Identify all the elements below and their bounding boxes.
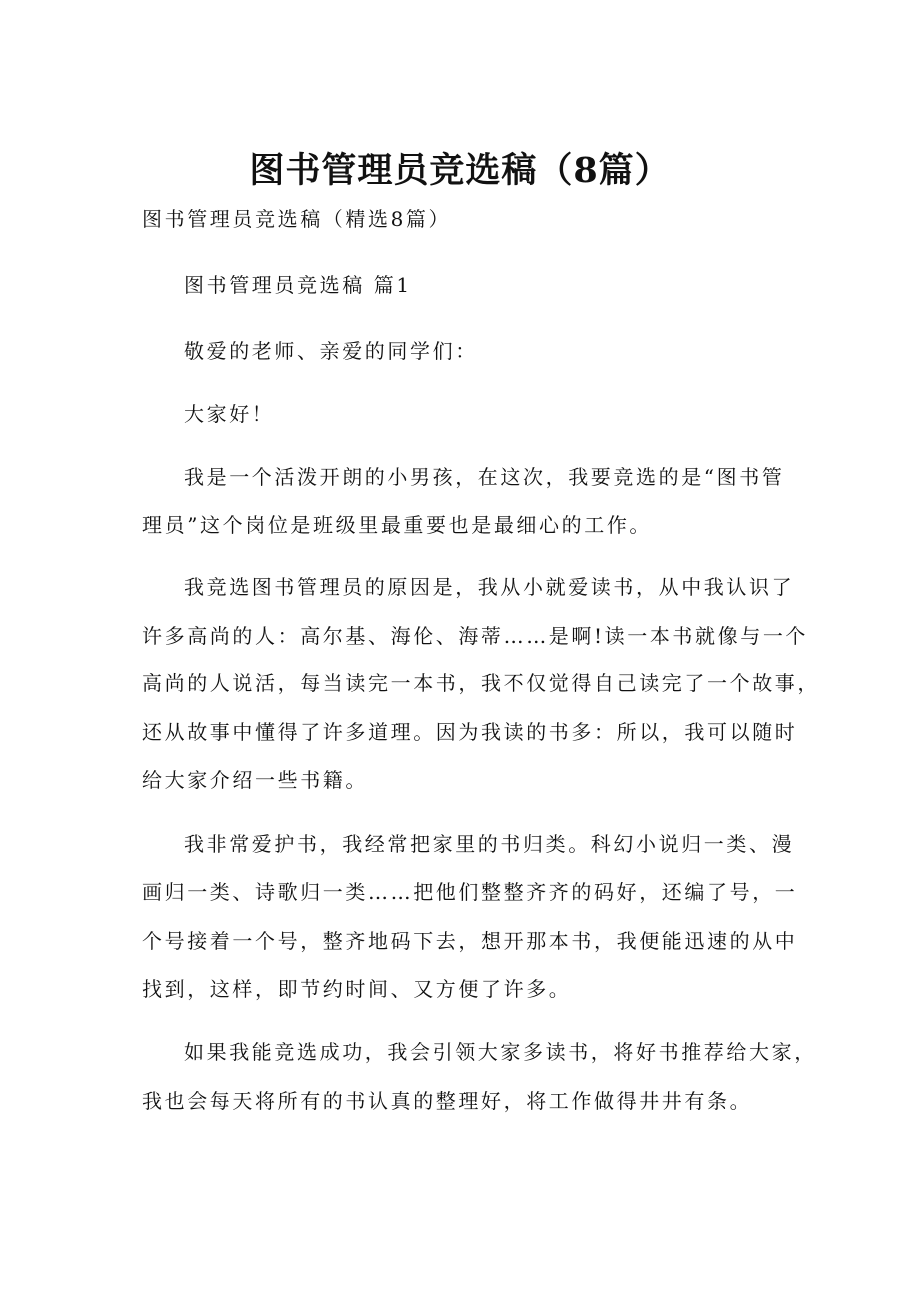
paragraph-2-line-2: 许多高尚的人：高尔基、海伦、海蒂……是啊!读一本书就像与一个 (142, 624, 809, 648)
paragraph-1-line-1: 我是一个活泼开朗的小男孩，在这次，我要竞选的是“图书管 (184, 465, 785, 489)
document-title: 图书管理员竞选稿（8篇） (249, 150, 671, 191)
section-heading: 图书管理员竞选稿 篇1 (184, 273, 412, 297)
paragraph-2-line-3: 高尚的人说活，每当读完一本书，我不仅觉得自己读完了一个故事， (142, 671, 820, 695)
hello-line: 大家好！ (184, 402, 275, 426)
paragraph-3-line-1: 我非常爱护书，我经常把家里的书归类。科幻小说归一类、漫 (184, 832, 795, 856)
paragraph-2-line-4: 还从故事中懂得了许多道理。因为我读的书多：所以，我可以随时 (142, 720, 798, 744)
document-subtitle: 图书管理员竞选稿（精选8篇） (142, 207, 452, 231)
paragraph-3-line-2: 画归一类、诗歌归一类……把他们整整齐齐的码好，还编了号，一 (142, 880, 798, 904)
paragraph-1-line-2: 理员”这个岗位是班级里最重要也是最细心的工作。 (142, 513, 653, 537)
paragraph-4-line-1: 如果我能竞选成功，我会引领大家多读书，将好书推荐给大家， (184, 1040, 817, 1064)
paragraph-2-line-1: 我竞选图书管理员的原因是，我从小就爱读书，从中我认识了 (184, 575, 795, 599)
paragraph-4-line-2: 我也会每天将所有的书认真的整理好，将工作做得井井有条。 (142, 1089, 753, 1113)
paragraph-2-line-5: 给大家介绍一些书籍。 (142, 768, 368, 792)
paragraph-3-line-4: 找到，这样，即节约时间、又方便了许多。 (142, 977, 572, 1001)
greeting-line: 敬爱的老师、亲爱的同学们： (184, 339, 478, 363)
paragraph-3-line-3: 个号接着一个号，整齐地码下去，想开那本书，我便能迅速的从中 (142, 929, 798, 953)
